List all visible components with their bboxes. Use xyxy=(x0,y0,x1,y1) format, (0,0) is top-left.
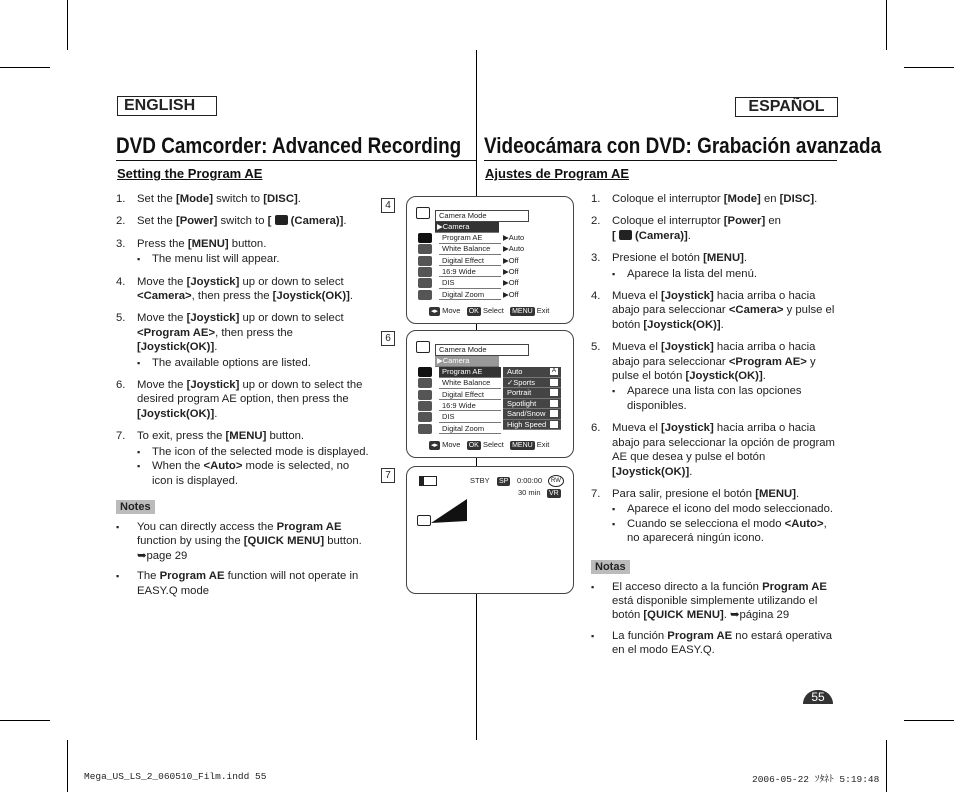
menu-item: Program AE xyxy=(439,367,501,378)
step-number: 3. xyxy=(591,252,601,265)
page-number: 55 xyxy=(803,690,833,704)
step-subitem: ▪ The available options are listed. xyxy=(137,356,371,370)
title-rule-es xyxy=(484,160,837,161)
select-label: Select xyxy=(482,440,504,449)
option-mode-icon xyxy=(550,400,558,407)
es-step-1 xyxy=(591,192,839,206)
program-ae-option xyxy=(503,399,561,410)
footer-file: Mega_US_LS_2_060510_Film.indd 55 xyxy=(84,771,267,782)
step-number: 6. xyxy=(591,422,601,435)
menu-item: 16:9 Wide xyxy=(439,267,501,278)
es-step-7 xyxy=(591,487,839,546)
step-number: 7. xyxy=(116,430,126,443)
camera-icon xyxy=(619,230,632,240)
en-step-1 xyxy=(116,192,371,206)
notes-label-es: Notas xyxy=(591,560,630,574)
disc-badge: RW xyxy=(548,475,564,487)
joystick-icon: ◂▸ xyxy=(431,308,439,315)
en-step-7 xyxy=(116,429,371,488)
step-text: Move the [Joystick] up or down to select the desired program AE option, then press the [Joystick(OK)]. xyxy=(137,379,363,420)
step-sublist xyxy=(612,502,839,545)
menu-side-icon xyxy=(418,244,432,254)
note-item: ▪ La función Program AE no estará operativa en el modo EASY.Q. xyxy=(591,629,839,658)
notes-es xyxy=(591,560,839,658)
step-subitem: ▪ Aparece el icono del modo seleccionado. xyxy=(612,502,839,516)
notes-label-en: Notes xyxy=(116,500,155,514)
menu-item: Program AE xyxy=(439,233,501,244)
step-sublist xyxy=(137,445,371,488)
option-label: Spotlight xyxy=(507,398,537,408)
step-text: To exit, press the [MENU] button. xyxy=(137,430,305,443)
steps-list-es xyxy=(591,192,839,546)
program-ae-option xyxy=(503,367,561,378)
section-title-es: Ajustes de Program AE xyxy=(485,166,630,181)
option-mode-icon xyxy=(550,410,558,417)
menu-icon: MENU xyxy=(512,308,533,315)
menu-icon: MENU xyxy=(512,442,533,449)
submenu-label: ▶Camera xyxy=(437,356,470,365)
menu-side-icon xyxy=(418,256,432,266)
menu-side-icon xyxy=(418,390,432,400)
menu-side-icon xyxy=(418,401,432,411)
menu-value: ▶Off xyxy=(503,289,519,299)
menu-value: ▶Off xyxy=(503,255,519,265)
step-subitem: ▪ The menu list will appear. xyxy=(137,252,371,266)
step-number: 5. xyxy=(591,341,601,354)
step-text: Press the [MENU] button. xyxy=(137,237,267,250)
time-label: 0:00:00 xyxy=(517,476,543,485)
steps-es xyxy=(591,192,839,664)
pointer-arrow xyxy=(429,497,469,527)
crop-mark xyxy=(67,740,68,792)
menu-item: 16:9 Wide xyxy=(439,401,501,412)
en-step-4 xyxy=(116,275,371,304)
section-title-en: Setting the Program AE xyxy=(117,166,263,181)
submenu-label: ▶Camera xyxy=(437,222,470,231)
step-subitem: ▪ Aparece una lista con las opciones disponibles. xyxy=(612,384,839,413)
menu-side-icon xyxy=(418,367,432,377)
stby-label: STBY xyxy=(470,476,490,485)
program-ae-option xyxy=(503,420,561,431)
page-title-en: DVD Camcorder: Advanced Recording xyxy=(116,133,462,158)
step-number: 5. xyxy=(116,312,126,325)
en-step-2 xyxy=(116,214,371,228)
menu-item: DIS xyxy=(439,278,501,289)
option-label: Portrait xyxy=(507,388,532,397)
program-ae-option xyxy=(503,378,561,389)
exit-label: Exit xyxy=(536,440,550,449)
camera-mode-icon xyxy=(416,341,430,353)
es-step-6 xyxy=(591,421,839,479)
menu-title: Camera Mode xyxy=(435,210,529,222)
option-mode-icon xyxy=(550,421,558,428)
step-number: 4. xyxy=(591,290,601,303)
step-subitem: ▪ Cuando se selecciona el modo <Auto>, no aparecerá ningún icono. xyxy=(612,517,839,546)
menu-side-icon xyxy=(418,290,432,300)
step-number: 2. xyxy=(591,215,601,228)
submenu-camera xyxy=(435,222,499,233)
exit-label: Exit xyxy=(536,306,550,315)
notes-en xyxy=(116,500,371,598)
english-badge: ENGLISH xyxy=(117,96,217,116)
option-label: Auto xyxy=(507,367,523,376)
figure-6-screen xyxy=(406,330,574,458)
note-item: ▪ The Program AE function will not operate in EASY.Q mode xyxy=(116,569,371,598)
crop-mark xyxy=(886,0,887,50)
vr-badge xyxy=(547,488,561,498)
page-title-es: Videocámara con DVD: Grabación avanzada xyxy=(484,133,882,158)
crop-mark xyxy=(904,67,954,68)
figure-label-7: 7 xyxy=(381,468,395,483)
menu-side-icon xyxy=(418,412,432,422)
vr-label: VR xyxy=(549,490,559,497)
step-sublist xyxy=(612,267,839,281)
crop-mark xyxy=(0,67,50,68)
option-label: ✓Sports xyxy=(507,377,535,387)
step-text: Set the [Mode] switch to [DISC]. xyxy=(137,193,301,205)
es-step-2 xyxy=(591,214,839,243)
step-subitem: ▪ When the <Auto> mode is selected, no icon is displayed. xyxy=(137,459,371,488)
step-number: 4. xyxy=(116,275,126,288)
crop-mark xyxy=(0,720,50,721)
step-text: Move the [Joystick] up or down to select <Camera>, then press the [Joystick(OK)]. xyxy=(137,275,354,303)
camera-mode-icon xyxy=(416,207,430,219)
step-text: Mueva el [Joystick] hacia arriba o hacia abajo para seleccionar la opción de program AE que desea y pulse el botón [Joystick(OK)]. xyxy=(612,422,835,478)
ok-icon: OK xyxy=(468,442,479,449)
submenu-camera xyxy=(435,356,499,367)
option-mode-icon xyxy=(550,389,558,396)
ok-icon: OK xyxy=(468,308,479,315)
step-number: 2. xyxy=(116,215,126,228)
move-label: Move xyxy=(442,440,461,449)
steps-en xyxy=(116,192,371,604)
option-label: High Speed xyxy=(507,419,547,429)
step-sublist xyxy=(137,356,371,370)
fig4-bottom-bar xyxy=(429,306,549,316)
menu-title: Camera Mode xyxy=(435,344,529,356)
crop-mark xyxy=(904,720,954,721)
step-number: 6. xyxy=(116,379,126,392)
step-sublist xyxy=(137,252,371,266)
step-subitem: ▪ Aparece la lista del menú. xyxy=(612,267,839,281)
menu-value: ▶Off xyxy=(503,266,519,276)
step-subitem: ▪ The icon of the selected mode is displayed. xyxy=(137,445,371,459)
crop-mark xyxy=(886,740,887,792)
menu-item: Digital Effect xyxy=(439,390,501,401)
step-text: Move the [Joystick] up or down to select <Program AE>, then press the [Joystick(OK)]. xyxy=(137,312,344,354)
step-sublist xyxy=(612,384,839,413)
footer-date: 2006-05-22 ｿﾀﾈﾄ 5:19:48 xyxy=(752,774,880,785)
note-item: ▪ El acceso directo a la función Program AE está disponible simplemente utilizando el botón [QUICK MENU]. ➥página 29 xyxy=(591,580,839,623)
step-text: Para salir, presione el botón [MENU]. xyxy=(612,487,800,500)
menu-value: ▶Off xyxy=(503,278,519,288)
sp-label: SP xyxy=(499,478,509,485)
figure-label-6: 6 xyxy=(381,331,395,346)
figure-label-4: 4 xyxy=(381,198,395,213)
step-number: 3. xyxy=(116,237,126,250)
menu-item: Digital Zoom xyxy=(439,424,501,435)
pointer-triangle xyxy=(431,499,467,523)
figure-4-screen xyxy=(406,196,574,324)
program-ae-option xyxy=(503,409,561,420)
step-text: Mueva el [Joystick] hacia arriba o hacia abajo para seleccionar <Camera> y pulse el botón [Joystick(OK)]. xyxy=(612,290,835,331)
fig6-bottom-bar xyxy=(429,440,549,450)
menu-item: White Balance xyxy=(439,244,501,255)
program-ae-option xyxy=(503,388,561,399)
menu-item: Digital Effect xyxy=(439,256,501,267)
step-text: Mueva el [Joystick] hacia arriba o hacia abajo para seleccionar <Program AE> y pulse el botón [Joystick(OK)]. xyxy=(612,341,816,383)
menu-side-icon xyxy=(418,267,432,277)
step-text: Coloque el interruptor [Power] en [ (Camera)]. xyxy=(612,215,781,242)
menu-side-icon xyxy=(418,378,432,388)
espanol-badge: ESPAÑOL xyxy=(735,97,838,117)
step-number: 1. xyxy=(116,193,126,205)
menu-side-icon xyxy=(418,424,432,434)
battery-icon xyxy=(419,476,437,486)
camera-icon xyxy=(275,215,288,225)
figure-7-screen xyxy=(406,466,574,594)
joystick-icon: ◂▸ xyxy=(431,442,439,449)
en-step-3 xyxy=(116,237,371,267)
step-text: Coloque el interruptor [Mode] en [DISC]. xyxy=(612,193,818,205)
steps-list-en xyxy=(116,192,371,488)
en-step-6 xyxy=(116,378,371,421)
menu-value: ▶Auto xyxy=(503,244,525,254)
crop-mark xyxy=(67,0,68,50)
menu-side-icon xyxy=(418,233,432,243)
en-step-5 xyxy=(116,311,371,370)
notes-list-en xyxy=(116,520,371,598)
option-mode-icon xyxy=(550,379,558,386)
menu-value: ▶Auto xyxy=(503,233,525,242)
step-number: 7. xyxy=(591,487,601,500)
step-text: Presione el botón [MENU]. xyxy=(612,252,748,265)
note-item: ▪ You can directly access the Program AE function by using the [QUICK MENU] button. ➥page 29 xyxy=(116,520,371,563)
menu-side-icon xyxy=(418,278,432,288)
remaining-label: 30 min xyxy=(518,488,541,497)
menu-item: White Balance xyxy=(439,378,501,389)
title-rule-en xyxy=(116,160,476,161)
step-text: Set the [Power] switch to [ (Camera)]. xyxy=(137,215,347,228)
menu-item: DIS xyxy=(439,412,501,423)
step-number: 1. xyxy=(591,193,601,205)
es-step-3 xyxy=(591,251,839,281)
menu-item: Digital Zoom xyxy=(439,290,501,301)
move-label: Move xyxy=(442,306,461,315)
option-mode-icon: A xyxy=(551,368,556,374)
es-step-5 xyxy=(591,340,839,413)
option-label: Sand/Snow xyxy=(507,409,546,418)
program-ae-options xyxy=(503,367,561,430)
es-step-4 xyxy=(591,289,839,332)
sp-badge xyxy=(497,476,510,486)
notes-list-es xyxy=(591,580,839,658)
select-label: Select xyxy=(482,306,504,315)
